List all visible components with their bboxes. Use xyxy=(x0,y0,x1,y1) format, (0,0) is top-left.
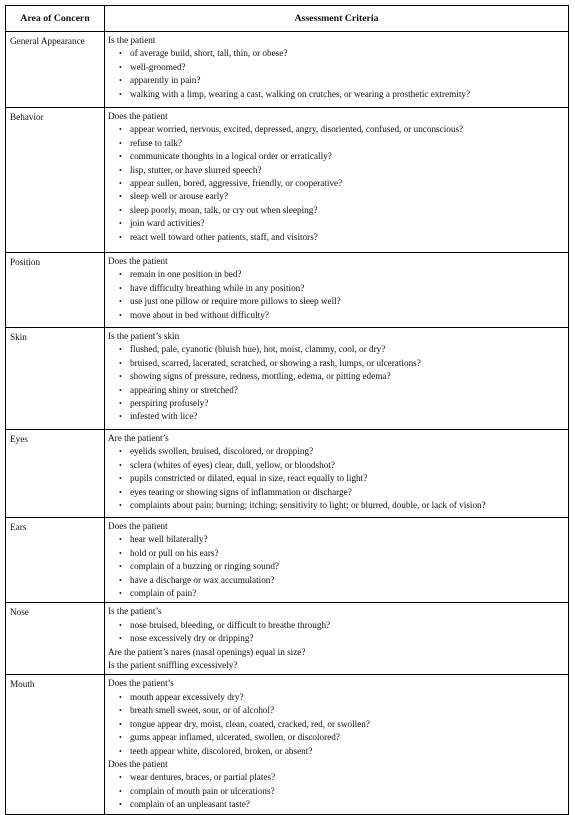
criteria-list-item: • move about in bed without difficulty? xyxy=(108,309,564,322)
criteria-list-item: • complaints about pain; burning; itching; sensitivity to light; or blurred, double, or lack of vision? xyxy=(108,499,564,512)
criteria-intro: Is the patient’s skin xyxy=(108,331,180,341)
criteria-intro: Are the patient’s xyxy=(108,433,169,443)
criteria-list-item: • hear well bilaterally? xyxy=(108,533,564,546)
area-of-concern-cell: Position xyxy=(6,253,105,328)
criteria-list xyxy=(108,343,564,423)
criteria-list-item: • use just one pillow or require more pillows to sleep well? xyxy=(108,295,564,308)
area-of-concern-cell: Nose xyxy=(6,603,105,675)
criteria-list-item: • gums appear inflamed, ulcerated, swollen, or discolored? xyxy=(108,731,564,744)
area-of-concern-cell: Behavior xyxy=(6,108,105,253)
criteria-list-item: • appear sullen, bored, aggressive, friendly, or cooperative? xyxy=(108,177,564,190)
assessment-criteria-cell xyxy=(105,328,569,430)
assessment-criteria-cell xyxy=(105,518,569,603)
assessment-criteria-cell xyxy=(105,675,569,814)
area-of-concern-cell: Ears xyxy=(6,518,105,603)
table-row xyxy=(6,108,569,253)
criteria-list-item: • eyelids swollen, bruised, discolored, or dropping? xyxy=(108,445,564,458)
table-row xyxy=(6,603,569,675)
criteria-list-item: • perspiring profusely? xyxy=(108,397,564,410)
criteria-list-item: • well-groomed? xyxy=(108,61,564,74)
criteria-list-item: • sclera (whites of eyes) clear, dull, yellow, or bloodshot? xyxy=(108,459,564,472)
criteria-intro: Is the patient sniffling excessively? xyxy=(108,660,238,671)
table-row xyxy=(6,328,569,430)
assessment-table xyxy=(5,5,569,815)
criteria-list xyxy=(108,691,564,758)
criteria-list-item: • hold or pull on his ears? xyxy=(108,547,564,560)
area-of-concern-cell: Eyes xyxy=(6,430,105,518)
criteria-list-item: • refuse to talk? xyxy=(108,137,564,150)
criteria-list xyxy=(108,619,564,646)
table-row xyxy=(6,430,569,518)
criteria-list-item: • appearing shiny or stretched? xyxy=(108,384,564,397)
column-header-criteria: Assessment Criteria xyxy=(105,6,569,32)
criteria-list-item: • teeth appear white, discolored, broken, or absent? xyxy=(108,745,564,758)
criteria-list-item: • have a discharge or wax accumulation? xyxy=(108,574,564,587)
criteria-list-item: • complain of mouth pain or ulcerations? xyxy=(108,785,564,798)
criteria-list-item: • pupils constricted or dilated, equal in size, react equally to light? xyxy=(108,472,564,485)
header-row xyxy=(6,6,569,32)
criteria-intro: Does the patient’s xyxy=(108,678,174,689)
criteria-list xyxy=(108,771,564,811)
criteria-list xyxy=(108,445,564,512)
assessment-criteria-cell xyxy=(105,32,569,108)
criteria-list-item: • join ward activities? xyxy=(108,217,564,230)
table-row xyxy=(6,518,569,603)
criteria-list xyxy=(108,268,564,322)
criteria-list-item: • sleep well or arouse early? xyxy=(108,190,564,203)
criteria-list-item: • walking with a limp, wearing a cast, walking on crutches, or wearing a prosthetic extremity? xyxy=(108,88,564,101)
column-header-area: Area of Concern xyxy=(6,6,105,32)
criteria-intro: Is the patient’s xyxy=(108,606,162,617)
assessment-criteria-cell xyxy=(105,603,569,675)
criteria-list-item: • nose excessively dry or dripping? xyxy=(108,632,564,645)
criteria-list-item: • nose bruised, bleeding, or difficult to breathe through? xyxy=(108,619,564,632)
criteria-list-item: • of average build, short, tall, thin, or obese? xyxy=(108,47,564,60)
criteria-list-item: • react well toward other patients, staff, and visitors? xyxy=(108,231,564,244)
criteria-intro: Does the patient xyxy=(108,256,168,266)
area-of-concern-cell: General Appearance xyxy=(6,32,105,108)
criteria-list-item: • infested with lice? xyxy=(108,410,564,423)
table-row xyxy=(6,253,569,328)
assessment-criteria-cell xyxy=(105,108,569,253)
criteria-list-item: • breath smell sweet, sour, or of alcohol? xyxy=(108,704,564,717)
criteria-list-item: • mouth appear excessively dry? xyxy=(108,691,564,704)
criteria-list-item: • appear worried, nervous, excited, depressed, angry, disoriented, confused, or unconscious? xyxy=(108,123,564,136)
criteria-list-item: • showing signs of pressure, redness, mottling, edema, or pitting edema? xyxy=(108,370,564,383)
table-row xyxy=(6,675,569,814)
criteria-list-item: • complain of an unpleasant taste? xyxy=(108,798,564,811)
criteria-intro: Does the patient xyxy=(108,111,168,121)
assessment-criteria-cell xyxy=(105,253,569,328)
criteria-list-item: • have difficulty breathing while in any position? xyxy=(108,282,564,295)
criteria-list-item: • eyes tearing or showing signs of inflammation or discharge? xyxy=(108,486,564,499)
criteria-list-item: • apparently in pain? xyxy=(108,74,564,87)
area-of-concern-cell: Mouth xyxy=(6,675,105,814)
criteria-list-item: • flushed, pale, cyanotic (bluish hue), hot, moist, clammy, cool, or dry? xyxy=(108,343,564,356)
criteria-intro: Does the patient xyxy=(108,758,168,769)
criteria-list-item: • communicate thoughts in a logical order or erratically? xyxy=(108,150,564,163)
criteria-list-item: • bruised, scarred, lacerated, scratched, or showing a rash, lumps, or ulcerations? xyxy=(108,357,564,370)
criteria-intro: Is the patient xyxy=(108,35,156,45)
criteria-list-item: • wear dentures, braces, or partial plates? xyxy=(108,771,564,784)
criteria-list-item: • complain of a buzzing or ringing sound? xyxy=(108,560,564,573)
table-row xyxy=(6,32,569,108)
area-of-concern-cell: Skin xyxy=(6,328,105,430)
criteria-intro: Does the patient xyxy=(108,521,168,531)
criteria-list-item: • sleep poorly, moan, talk, or cry out when sleeping? xyxy=(108,204,564,217)
table-body xyxy=(6,32,569,815)
criteria-list-item: • remain in one position in bed? xyxy=(108,268,564,281)
assessment-criteria-cell xyxy=(105,430,569,518)
criteria-list xyxy=(108,47,564,101)
criteria-list-item: • tongue appear dry, moist, clean, coated, cracked, red, or swollen? xyxy=(108,718,564,731)
criteria-intro: Are the patient’s nares (nasal openings) equal in size? xyxy=(108,646,306,657)
criteria-list xyxy=(108,533,564,600)
criteria-list xyxy=(108,123,564,244)
criteria-list-item: • lisp, stutter, or have slurred speech? xyxy=(108,164,564,177)
criteria-list-item: • complain of pain? xyxy=(108,587,564,600)
